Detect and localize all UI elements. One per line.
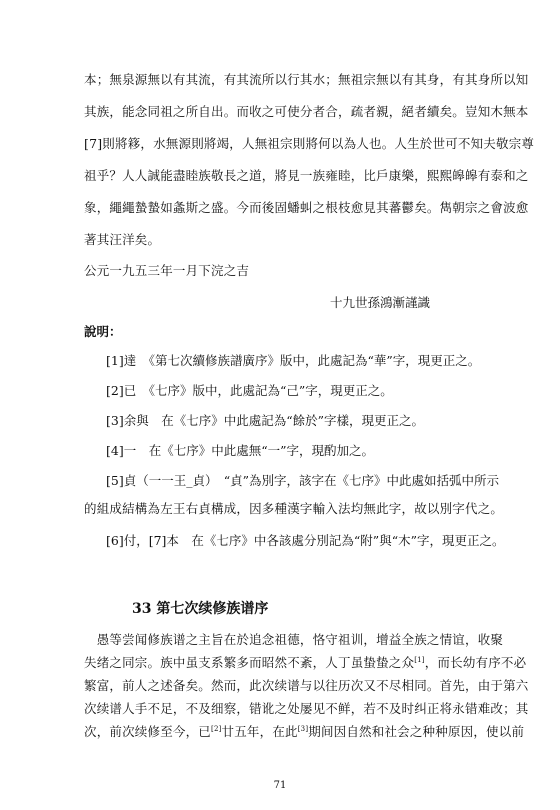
note-item: [5]貞（一一王_貞） “貞”為別字，該字在《七序》中此處如括弧中所示 xyxy=(106,473,499,488)
text-line-2: 其族，能念同祖之所自出。而收之可使分者合，疏者親，絕者續矣。豈知木無本 xyxy=(84,104,529,119)
signature: 十九世孫鴻漸謹識 xyxy=(330,295,431,310)
note-item: [4]一 在《七序》中此處無“一”字，現酌加之。 xyxy=(106,443,374,458)
date-line: 公元一九五三年一月下浣之吉 xyxy=(84,263,250,278)
text-line-3: [7]則將簃，水無源則將竭，人無祖宗則將何以為人也。人生於世可不知夫敬宗尊 xyxy=(84,136,535,151)
note-item: [1]達 《第七次續修族譜廣序》版中，此處記為“華”字，現更正之。 xyxy=(106,353,481,368)
section-line-4: 次续谱人手不足，不及细察，错讹之处屡见不鲜，若不及时纠正将永错难改；其 xyxy=(84,701,529,716)
section-line-3: 繁富，前人之述备矣。然而，此次续谱与以往历次又不尽相同。首先，由于第六 xyxy=(84,678,529,693)
note-item: [3]余與 在《七序》中此處記為“餘於”字樣，現更正之。 xyxy=(106,413,424,428)
notes-heading: 說明： xyxy=(84,324,122,339)
text-line-5: 象，繩繩蟄蟄如螽斯之盛。今而後固蟠虯之根枝愈見其蕃鬱矣。雋朝宗之會波愈 xyxy=(84,200,529,215)
section-line-2: 失绪之同宗。族中虽支系繁多而昭然不紊，人丁虽蛰蛰之众[1]，而长幼有序不必 xyxy=(84,655,527,670)
footnote-ref: [3] xyxy=(297,724,309,733)
section-title: 33 第七次续修族谱序 xyxy=(132,601,269,617)
note-item: [6]付，[7]本 在《七序》中各該處分別記為“附”與“木”字，現更正之。 xyxy=(106,533,505,548)
section-line-5: 次，前次续修至今，已[2]廿五年，在此[3]期间因自然和社会之种种原因，使以前 xyxy=(84,724,525,739)
footnote-ref: [2] xyxy=(211,724,222,733)
text-line-4: 祖乎？人人誠能盡睦族敬長之道，將見一族雍睦，比戶康樂，熙熙皞皞有泰和之 xyxy=(84,168,529,183)
page-number: 71 xyxy=(273,780,287,791)
note-item: [2]已 《七序》版中，此處記為“己”字，現更正之。 xyxy=(106,383,393,398)
section-line-1: 愚等尝闻修族谱之主旨在於追念祖德，恪守祖训，增益全族之情谊，收聚 xyxy=(84,632,504,647)
text-line-6: 著其汪洋矣。 xyxy=(84,232,161,247)
footnote-ref: [1] xyxy=(414,655,425,664)
text-line-1: 本；無泉源無以有其流，有其流所以行其水；無祖宗無以有其身，有其身所以知 xyxy=(84,72,529,87)
note-item-continuation: 的組成結構為左王右貞構成，因多種漢字輸入法均無此字，故以別字代之。 xyxy=(84,501,504,516)
